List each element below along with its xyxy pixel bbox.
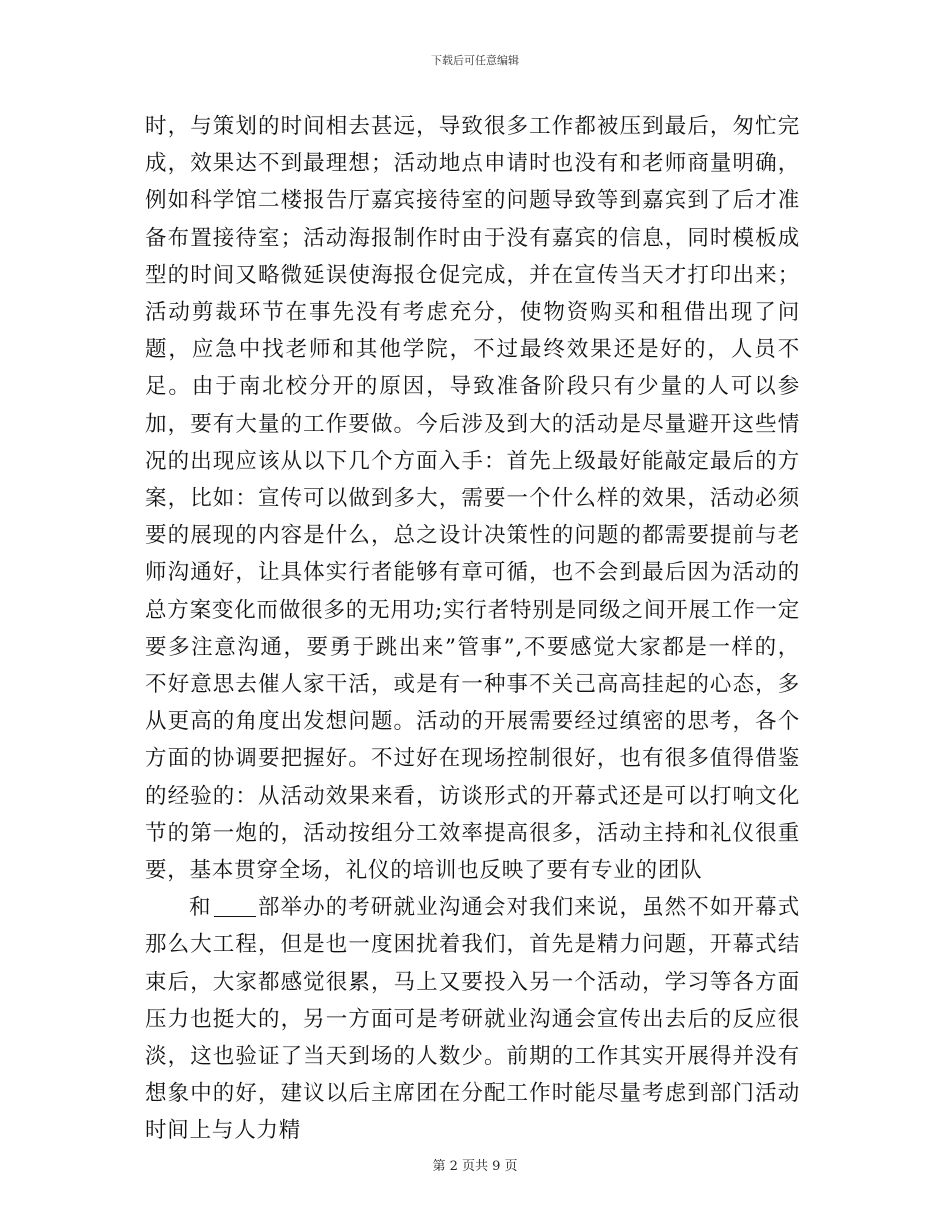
document-body xyxy=(145,108,800,1150)
paragraph-2-text: 部举办的考研就业沟通会对我们来说，虽然不如开幕式那么大工程，但是也一度困扰着我们，首先是精力问题，开幕式结束后，大家都感觉很累，马上又要投入另一个活动，学习等各方面压力也挺大的，另一方面可是考研就业沟通会宣传出去后的反应很淡，这也验证了当天到场的人数少。前期的工作其实开展得并没有想象中的好，建议以后主席团在分配工作时能尽量考虑到部门活动时间上与人力精 xyxy=(145,895,800,1144)
page-header-note: 下载后可任意编辑 xyxy=(431,54,519,67)
page-number: 第 2 页共 9 页 xyxy=(432,1159,518,1174)
paragraph-2 xyxy=(145,889,800,1149)
fill-in-blank xyxy=(214,896,256,917)
paragraph-2-prefix: 和 xyxy=(189,895,212,921)
paragraph-1: 时，与策划的时间相去甚远，导致很多工作都被压到最后，匆忙完成，效果达不到最理想；活动地点申请时也没有和老师商量明确，例如科学馆二楼报告厅嘉宾接待室的问题导致等到嘉宾到了后才准备布置接待室；活动海报制作时由于没有嘉宾的信息，同时模板成型的时间又略微延误使海报仓促完成，并在宣传当天才打印出来；活动剪裁环节在事先没有考虑充分，使物资购买和租借出现了问题，应急中找老师和其他学院，不过最终效果还是好的，人员不足。由于南北校分开的原因，导致准备阶段只有少量的人可以参加，要有大量的工作要做。今后涉及到大的活动是尽量避开这些情况的出现应该从以下几个方面入手：首先上级最好能敲定最后的方案，比如：宣传可以做到多大，需要一个什么样的效果，活动必须要的展现的内容是什么，总之设计决策性的问题的都需要提前与老师沟通好，让具体实行者能够有章可循，也不会到最后因为活动的总方案变化而做很多的无用功;实行者特别是同级之间开展工作一定要多注意沟通，要勇于跳出来”管事”,不要感觉大家都是一样的，不好意思去催人家干活，或是有一种事不关己高高挂起的心态，多从更高的角度出发想问题。活动的开展需要经过缜密的思考，各个方面的协调要把握好。不过好在现场控制很好，也有很多值得借鉴的经验的：从活动效果来看，访谈形式的开幕式还是可以打响文化节的第一炮的，活动按组分工效率提高很多，活动主持和礼仪很重要，基本贯穿全场，礼仪的培训也反映了要有专业的团队 xyxy=(145,114,800,884)
